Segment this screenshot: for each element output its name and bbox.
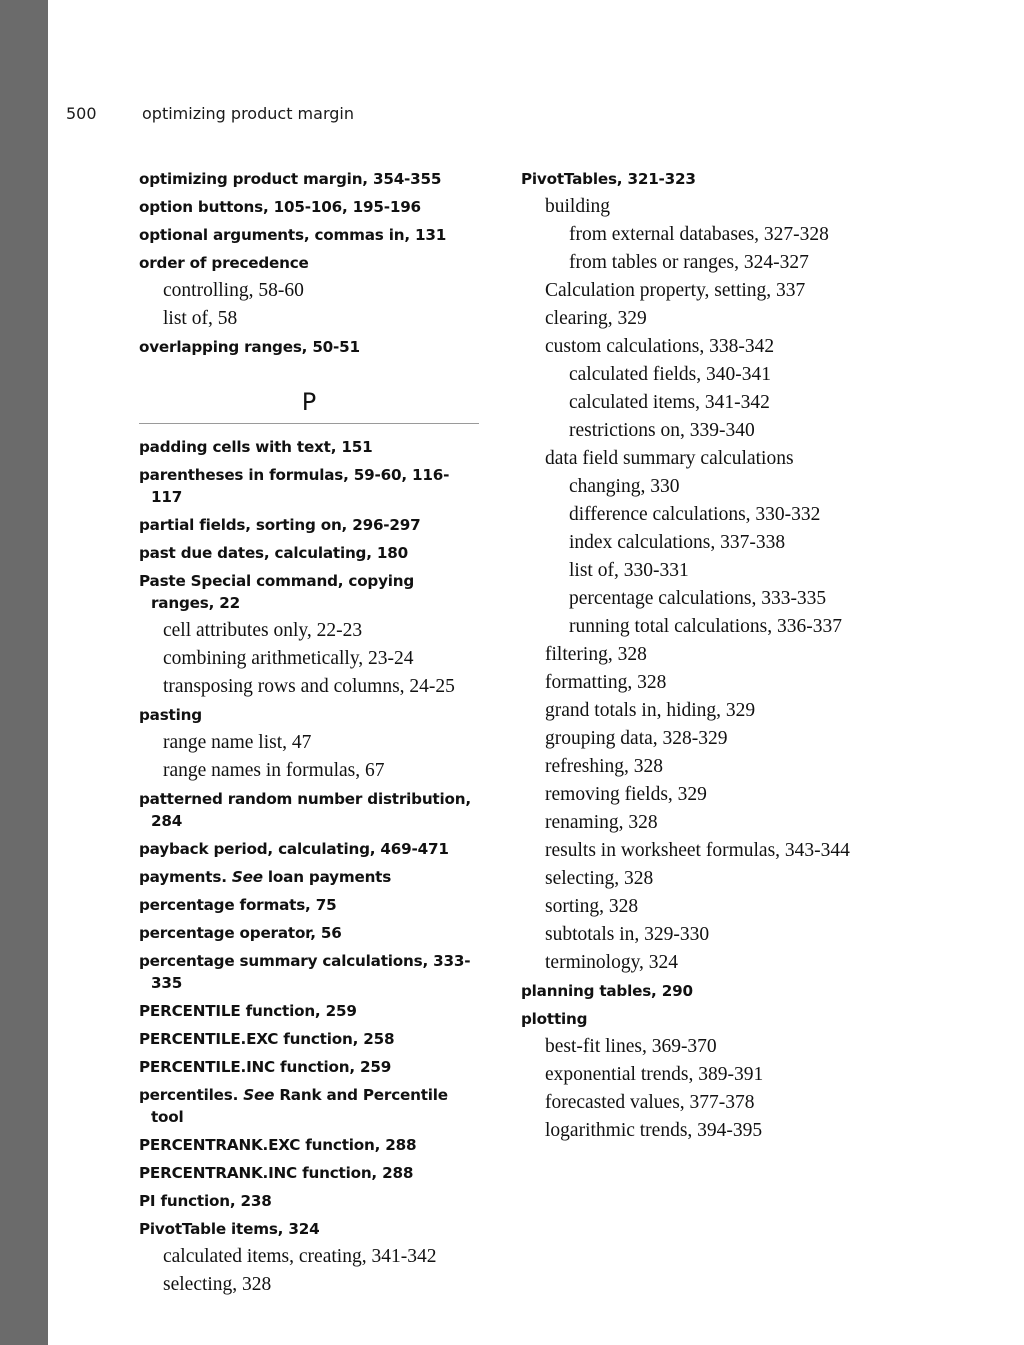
- index-subentry: clearing, 329: [545, 308, 647, 329]
- index-subentry: filtering, 328: [545, 644, 647, 665]
- see-reference: See: [243, 1086, 275, 1104]
- index-subentry: list of, 58: [163, 308, 238, 329]
- index-column-left: [139, 165, 479, 1299]
- index-subentry: percentage calculations, 333-335: [569, 588, 827, 609]
- index-subentry: custom calculations, 338-342: [545, 336, 775, 357]
- see-target: Rank and Percentile tool: [151, 1086, 448, 1126]
- page-edge-bar: [0, 0, 48, 1345]
- index-entry: percentage summary calculations, 333-335: [139, 952, 471, 992]
- index-entry: optimizing product margin, 354-355: [139, 170, 442, 188]
- running-head-title: optimizing product margin: [142, 104, 354, 123]
- page-number: 500: [66, 104, 97, 123]
- index-subentry: cell attributes only, 22-23: [163, 620, 363, 641]
- index-subentry: running total calculations, 336-337: [569, 616, 842, 637]
- index-entry: payback period, calculating, 469-471: [139, 840, 449, 858]
- entry-term: percentiles.: [139, 1086, 239, 1104]
- index-entry: option buttons, 105-106, 195-196: [139, 198, 421, 216]
- index-subentry: removing fields, 329: [545, 784, 707, 805]
- index-entry: Paste Special command, copying ranges, 22: [139, 572, 415, 612]
- index-subentry: from tables or ranges, 324-327: [569, 252, 809, 273]
- index-subentry: refreshing, 328: [545, 756, 664, 777]
- index-entries-p: [139, 433, 479, 1299]
- index-subentry: calculated items, creating, 341-342: [163, 1246, 437, 1267]
- index-subentry: sorting, 328: [545, 896, 639, 917]
- index-subentry: changing, 330: [569, 476, 680, 497]
- index-entry: patterned random number distribution, 284: [139, 790, 471, 830]
- index-entry: plotting: [521, 1010, 588, 1028]
- index-subentry: restrictions on, 339-340: [569, 420, 755, 441]
- index-subentry: Calculation property, setting, 337: [545, 280, 806, 301]
- index-subentry: terminology, 324: [545, 952, 679, 973]
- index-subentry: data field summary calculations: [545, 448, 794, 469]
- index-entry: [139, 1081, 479, 1131]
- index-subentry: selecting, 328: [545, 868, 654, 889]
- index-entry: PERCENTRANK.INC function, 288: [139, 1164, 414, 1182]
- index-subentry: range name list, 47: [163, 732, 312, 753]
- index-entry: percentage formats, 75: [139, 896, 337, 914]
- index-subentry: calculated items, 341-342: [569, 392, 770, 413]
- index-column-right: [521, 165, 881, 1145]
- index-subentry: calculated fields, 340-341: [569, 364, 771, 385]
- index-entry: overlapping ranges, 50-51: [139, 338, 360, 356]
- index-entry: PERCENTILE.EXC function, 258: [139, 1030, 395, 1048]
- index-subentry: range names in formulas, 67: [163, 760, 385, 781]
- index-entry: order of precedence: [139, 254, 309, 272]
- index-subentry: formatting, 328: [545, 672, 667, 693]
- index-subentry: transposing rows and columns, 24-25: [163, 676, 455, 697]
- index-subentry: list of, 330-331: [569, 560, 689, 581]
- index-subentry: selecting, 328: [163, 1274, 272, 1295]
- index-subentry: best-fit lines, 369-370: [545, 1036, 717, 1057]
- index-entry: planning tables, 290: [521, 982, 693, 1000]
- index-subentry: controlling, 58-60: [163, 280, 304, 301]
- index-entry: partial fields, sorting on, 296-297: [139, 516, 421, 534]
- index-subentry: logarithmic trends, 394-395: [545, 1120, 763, 1141]
- index-subentry: grouping data, 328-329: [545, 728, 728, 749]
- index-entry: PERCENTRANK.EXC function, 288: [139, 1136, 417, 1154]
- running-head: [66, 104, 984, 126]
- see-reference: See: [231, 868, 263, 886]
- index-subentry: renaming, 328: [545, 812, 658, 833]
- index-entries-p-continued: [521, 165, 881, 1145]
- index-entry: PivotTable items, 324: [139, 1220, 320, 1238]
- index-subentry: from external databases, 327-328: [569, 224, 829, 245]
- index-subentry: index calculations, 337-338: [569, 532, 786, 553]
- index-entry: [139, 863, 479, 891]
- see-target: loan payments: [267, 868, 392, 886]
- index-entry: PERCENTILE function, 259: [139, 1002, 357, 1020]
- index-entry: PI function, 238: [139, 1192, 272, 1210]
- section-letter-heading: P: [139, 384, 479, 424]
- index-subentry: exponential trends, 389-391: [545, 1064, 764, 1085]
- index-subentry: building: [545, 196, 611, 217]
- index-entries-o: [139, 165, 479, 361]
- index-subentry: grand totals in, hiding, 329: [545, 700, 756, 721]
- index-subentry: combining arithmetically, 23-24: [163, 648, 414, 669]
- index-entry: parentheses in formulas, 59-60, 116-117: [139, 466, 450, 506]
- index-entry: optional arguments, commas in, 131: [139, 226, 447, 244]
- index-entry: PivotTables, 321-323: [521, 170, 696, 188]
- index-subentry: subtotals in, 329-330: [545, 924, 710, 945]
- index-subentry: forecasted values, 377-378: [545, 1092, 755, 1113]
- index-entry: past due dates, calculating, 180: [139, 544, 408, 562]
- index-entry: percentage operator, 56: [139, 924, 342, 942]
- index-entry: padding cells with text, 151: [139, 438, 373, 456]
- entry-term: payments.: [139, 868, 227, 886]
- index-subentry: results in worksheet formulas, 343-344: [545, 840, 850, 861]
- index-subentry: difference calculations, 330-332: [569, 504, 821, 525]
- index-entry: PERCENTILE.INC function, 259: [139, 1058, 392, 1076]
- index-entry: pasting: [139, 706, 202, 724]
